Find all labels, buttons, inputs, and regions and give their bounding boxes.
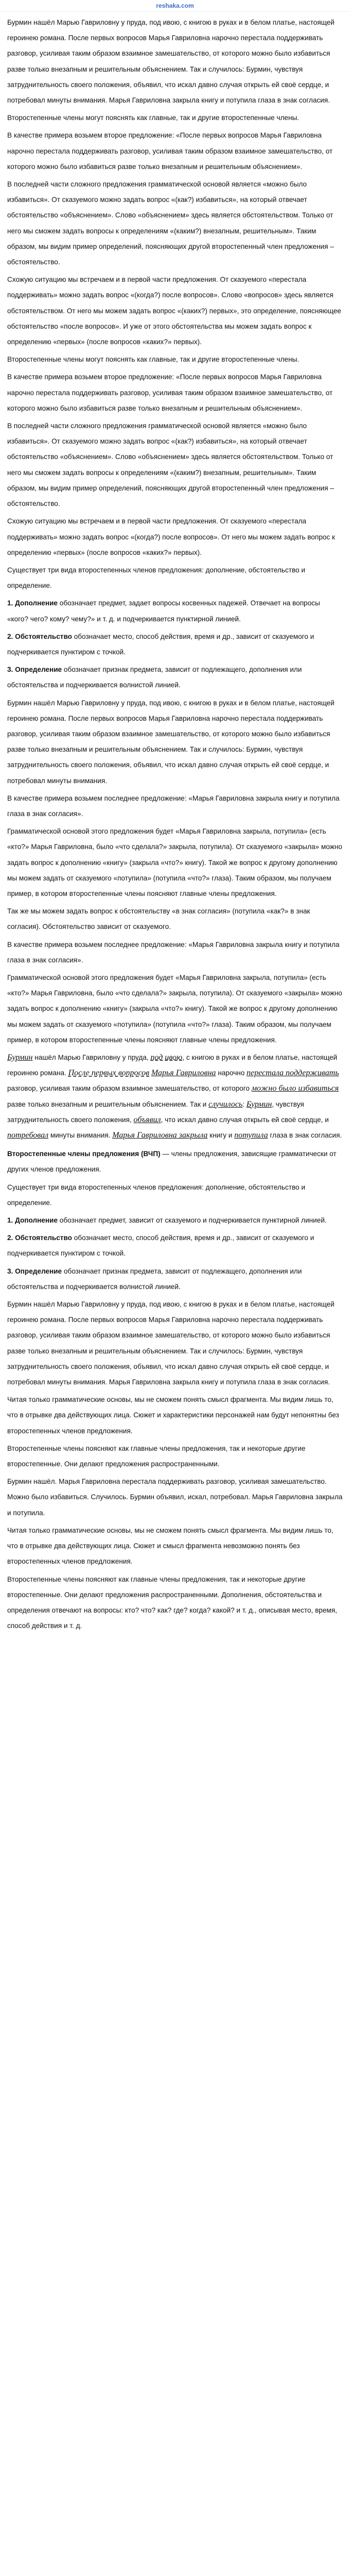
text-paragraph: В последней части сложного предложения грамматической основой является «можно было избавиться». От сказуемого можно задать вопрос «(как?) избавиться», на который отвечает обстоятельство «объяснением». Слово «объяснением» здесь является обстоятельством. Только от него мы сможем задать вопросы к определениям «(каким?) внезапным, решительным». Таким образом, мы видим пример определений, поясняющих другой второстепенный член предложения – обстоятельство. [7,180,334,266]
text-paragraph: Схожую ситуацию мы встречаем и в первой части предложения. От сказуемого «перестала поддерживать» можно задать вопрос «(когда?) после вопросов». От него мы можем задать вопрос к определению «первых» (после вопросов «каких?» первых). [7,517,335,556]
text-paragraph: Второстепенные члены могут пояснять как главные, так и другие второстепенные члены. [7,355,299,364]
term-obstoyatelstvo [7,629,343,660]
marked-subject-predicate: Марья Гавриловна закрыла [112,1131,208,1140]
text-paragraph: Бурмин нашёл Марью Гавриловну у пруда, под ивою, с книгою в руках и в белом платье, настоящей героинею романа. После первых вопросов Марья Гавриловна нарочно перестала поддерживать разговор, усиливая таким образом взаимное замешательство, от которого можно было избавиться разве только внезапным и решительным объяснением. Так и случилось: Бурмин, чувствуя затруднительность своего положения, объявил, что искал давно случая открыть ей своё сердце, и потребовал минуты внимания. Марья Гавриловна закрыла книгу и потупила глаза в знак согласия. [7,1300,335,1386]
text-paragraph: Второстепенные члены могут пояснять как главные, так и другие второстепенные члены. [7,114,299,122]
marked-predicate: потребовал [7,1131,49,1140]
text-paragraph: Грамматической основой этого предложения будет «Марья Гавриловна закрыла, потупила» (есть «кто?» Марья Гавриловна, было «что сделала?» закрыла, потупила). От сказуемого «закрыла» можно задать вопрос к дополнению «книгу» (закрыла «что?» книгу). Такой же вопрос к другому дополнению мы можем задать от сказуемого «потупила» (потупила «что?» глаза). Таким образом, мы получаем пример, в котором второстепенные члены поясняют главные члены предложения. [7,973,342,1044]
marked-subject: Бурмин [7,1053,33,1062]
term-label: Определение [15,666,62,674]
text-paragraph: В качестве примера возьмем последнее предложение: «Марья Гавриловна закрыла книгу и потупила глаза в знак согласия». [7,940,340,964]
site-header [0,0,350,12]
definition-text: Существует три вида второстепенных членов предложения: дополнение, обстоятельство и определение. [7,1183,305,1207]
definition-text: обозначает признак предмета, зависит от подлежащего, дополнения или обстоятельства и подчеркивается волнистой линией. [7,1267,302,1291]
term-number: 2. [7,632,13,640]
text-paragraph: Существует три вида второстепенных членов предложения: дополнение, обстоятельство и определение. [7,566,305,590]
marked-predicate: потупила [234,1131,268,1140]
marked-circumstance: под ивою [150,1053,183,1062]
plain-fragment: нашёл Марью Гавриловну у пруда, [32,1054,151,1061]
marked-subject: Марья Гавриловна [151,1069,216,1078]
text-paragraph: Второстепенные члены поясняют как главные члены предложения, так и некоторые другие второстепенные. Они делают предложения распространенными. Дополнения, обстоятельства и определения отвечают на вопросы: кто? что? как? где? когда? какой? и т. д., описывая место, время, способ действия и т. д. [7,1575,337,1630]
definition-opredelenie [7,1264,343,1295]
term-text: обозначает признак предмета, зависит от подлежащего, дополнения или обстоятельства и подчеркивается волнистой линией. [7,666,302,689]
marked-predicate: случилось [208,1099,243,1109]
marked-predicate: объявил [133,1115,161,1124]
definition-text: обозначает предмет, зависит от сказуемого и подчеркивается пунктирной линией. [57,1216,327,1225]
text-paragraph: Читая только грамматические основы, мы не сможем понять смысл фрагмента. Мы видим лишь то, что в отрывке два действующих лица. Сюжет и характеристики персонажей нам будут непонятны без второстепенных членов предложения. [7,1396,339,1435]
marked-circumstance: После первых вопросов [68,1069,150,1078]
term-text: обозначает предмет, задает вопросы косвенных падежей. Отвечает на вопросы «кого? чего? кому? чему?» и т. д. и подчеркивается пунктирной линией. [7,599,320,623]
parsed-sentence [7,1050,343,1143]
definition-term: 2. Обстоятельство [7,1234,72,1242]
marked-predicate: можно было избавиться [251,1084,339,1093]
term-text: обозначает место, способ действия, время и др., зависит от сказуемого и подчеркивается пунктиром с точкой. [7,632,314,656]
plain-fragment: , чувствуя затруднительность своего положения, [7,1100,304,1124]
term-dopolnenie [7,596,343,626]
text-paragraph: В качестве примера возьмем последнее предложение: «Марья Гавриловна закрыла книгу и потупила глаза в знак согласия». [7,794,340,818]
plain-fragment: разве только внезапным и решительным объяснением. Так и [7,1100,209,1108]
marked-subject: Бурмин [246,1099,272,1109]
article-body [7,15,343,2576]
text-paragraph: Второстепенные члены поясняют как главные члены предложения, так и некоторые другие второстепенные. Они делают предложения распространенными. [7,1444,306,1468]
plain-fragment: нарочно [216,1069,247,1077]
text-paragraph: В последней части сложного предложения грамматической основой является «можно было избавиться». От сказуемого можно задать вопрос «(как?) избавиться», на который отвечает обстоятельство «объяснением». Слово «объяснением» здесь является обстоятельством. Только от него мы сможем задать вопросы к определениям «(каким?) внезапным, решительным». Таким образом, мы видим пример определений, поясняющих другой второстепенный член предложения – обстоятельство. [7,422,334,508]
text-paragraph: Читая только грамматические основы, мы не сможем понять смысл фрагмента. Мы видим лишь то, что в отрывке два действующих лица. Сюжет и смысл фрагмента невозможно понять без второстепенных членов предложения. [7,1526,334,1566]
definition-vchp [7,1146,343,1177]
plain-fragment: : [242,1100,247,1108]
marked-predicate: перестала поддерживать [247,1069,339,1078]
term-label: Обстоятельство [15,632,72,640]
plain-fragment: книгу и [207,1131,235,1140]
text-paragraph: В качестве примера возьмем второе предложение: «После первых вопросов Марья Гавриловна нарочно перестала поддерживать разговор, усиливая таким образом взаимное замешательство, от которого можно было избавиться разве только внезапным и решительным объяснением». [7,373,333,412]
site-logo-text[interactable]: reshaka.com [156,2,194,9]
text-paragraph: Грамматической основой этого предложения будет «Марья Гавриловна закрыла, потупила» (есть «кто?» Марья Гавриловна, было «что сделала?» закрыла, потупила). От сказуемого «закрыла» можно задать вопрос к дополнению «книгу» (закрыла «что?» книгу). Такой же вопрос к другому дополнению мы можем задать от сказуемого «потупила» (потупила «что?» глаза). Таким образом, мы получаем пример, в котором второстепенные члены поясняют главные члены предложения. [7,827,342,897]
definition-term: 1. Дополнение [7,1216,58,1225]
definition-obstoyatelstvo [7,1230,343,1261]
definition-text: — члены предложения, зависящие грамматически от других членов предложения. [7,1150,337,1174]
term-number: 3. [7,666,13,674]
plain-fragment: , что искал давно случая открыть ей своё сердце, и [161,1115,329,1124]
definition-dopolnenie [7,1213,343,1228]
definition-kinds [7,1180,343,1211]
plain-fragment: глаза в знак согласия. [268,1131,342,1140]
text-paragraph: Так же мы можем задать вопрос к обстоятельству «в знак согласия» (потупила «как?» в знак согласия). Обстоятельство зависит от сказуемого. [7,907,310,931]
text-paragraph: Схожую ситуацию мы встречаем и в первой части предложения. От сказуемого «перестала поддерживать» можно задать вопрос «(когда?) после вопросов». Слово «вопросов» здесь является обстоятельством. От него мы можем задать вопрос «(каких?) первых», это определение, поясняющее обстоятельство «после вопросов». И уже от этого обстоятельства мы можем задать вопрос к определению «первых» (после вопросов «каких?» первых). [7,276,341,346]
definition-text: обозначает место, способ действия, время и др., зависит от сказуемого и подчеркивается пунктиром с точкой. [7,1234,314,1258]
text-paragraph: Бурмин нашёл Марью Гавриловну у пруда, под ивою, с книгою в руках и в белом платье, настоящей героинею романа. После первых вопросов Марья Гавриловна нарочно перестала поддерживать разговор, усиливая таким образом взаимное замешательство, от которого можно было избавиться разве только внезапным и решительным объяснением. Так и случилось: Бурмин, чувствуя затруднительность своего положения, объявил, что искал давно случая открыть ей своё сердце, и потребовал минуты внимания. [7,699,335,785]
plain-fragment: , с книгою в руках и в белом платье, настоящей героинею романа. [7,1054,338,1077]
term-number: 1. [7,599,13,607]
term-opredelenie [7,662,343,693]
definition-term: 3. Определение [7,1267,62,1275]
text-paragraph: Бурмин нашёл Марью Гавриловну у пруда, под ивою, с книгою в руках и в белом платье, настоящей героинею романа. После первых вопросов Марья Гавриловна нарочно перестала поддерживать разговор, усиливая таким образом взаимное замешательство, от которого можно было избавиться разве только внезапным и решительным объяснением. Так и случилось: Бурмин, чувствуя затруднительность своего положения, объявил, что искал давно случая открыть ей своё сердце, и потребовал минуты внимания. Марья Гавриловна закрыла книгу и потупила глаза в знак согласия. [7,19,335,105]
plain-fragment: разговор, усиливая таким образом взаимное замешательство, от которого [7,1084,252,1093]
text-paragraph: В качестве примера возьмем второе предложение: «После первых вопросов Марья Гавриловна нарочно перестала поддерживать разговор, усиливая таким образом взаимное замешательство, от которого можно было избавиться разве только внезапным и решительным объяснением». [7,131,333,171]
text-paragraph: Бурмин нашёл. Марья Гавриловна перестала поддерживать разговор, усиливая замешательство. Можно было избавиться. Случилось. Бурмин объявил, искал, потребовал. Марья Гавриловна закрыла и потупила. [7,1478,343,1517]
definition-term: Второстепенные члены предложения (ВЧП) [7,1150,161,1158]
plain-fragment: минуты внимания. [48,1131,113,1140]
term-label: Дополнение [15,599,58,607]
